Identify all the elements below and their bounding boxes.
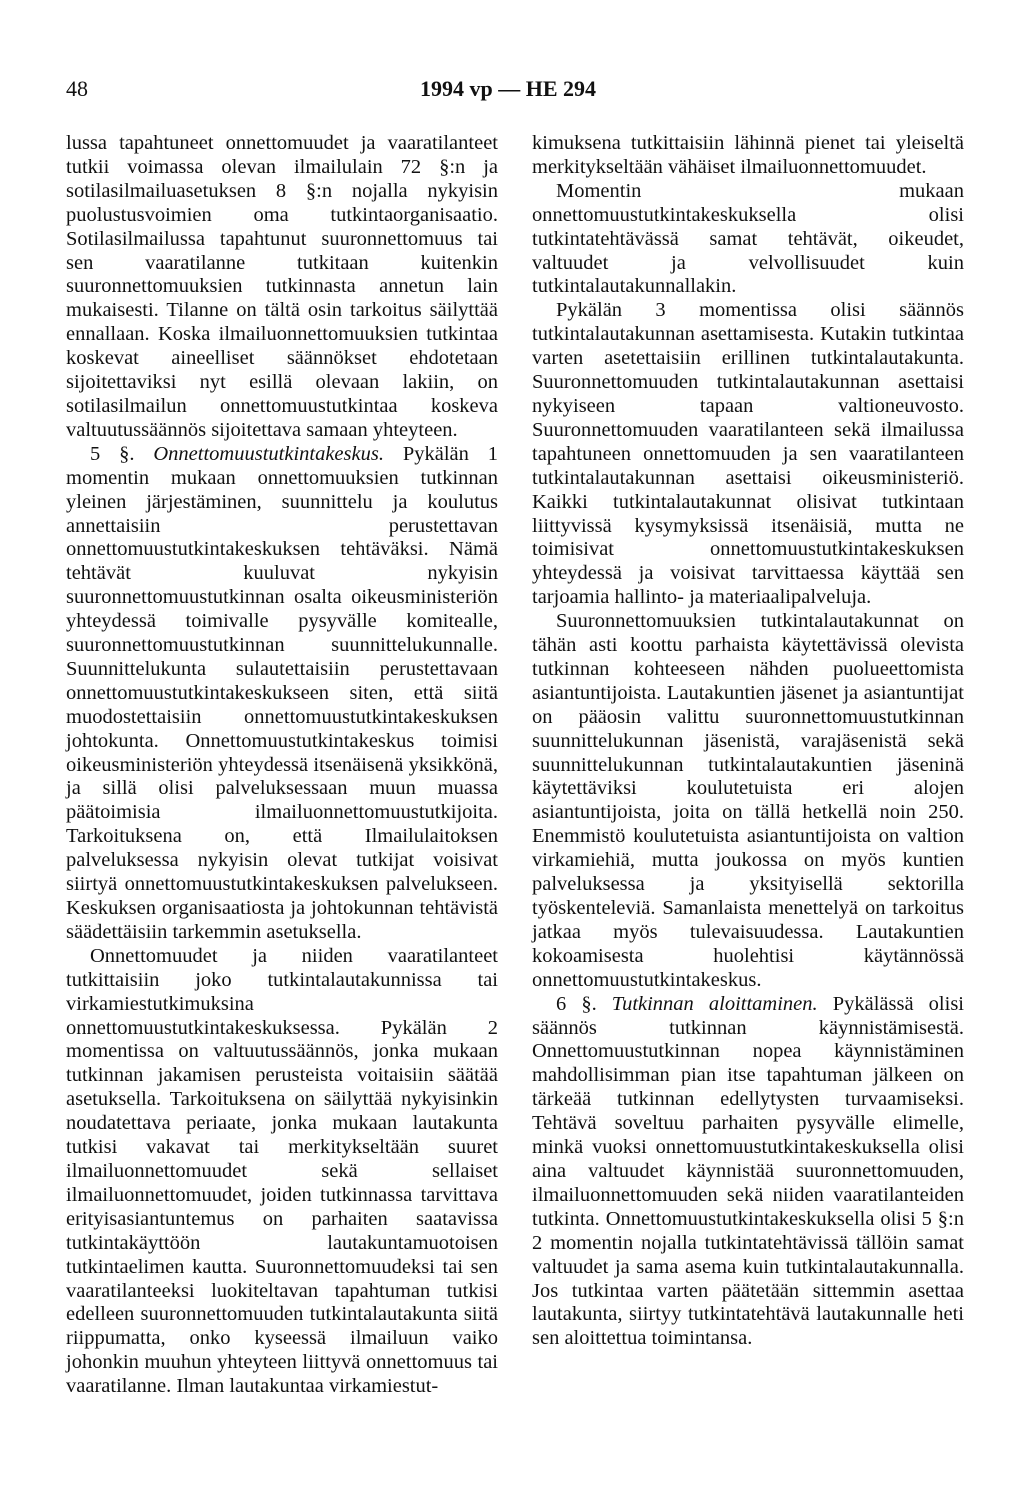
section-title: Tutkinnan aloittaminen.	[611, 992, 818, 1015]
paragraph: Momentin mukaan onnettomuustutkintakeskuksella olisi tutkintatehtävässä samat tehtävät, oikeudet, valtuudet ja velvollisuudet kuin tutkintalautakunnallakin.	[532, 179, 964, 298]
section-paragraph	[66, 443, 498, 945]
paragraph: Suuronnettomuuksien tutkintalautakunnat on tähän asti koottu parhaista käytettävissä olevista tutkinnan kohteeseen nähden puolueettomista asiantuntijoista. Lautakuntien jäsenet ja asiantuntijat on pääosin valittu suuronnettomuustutkinnan suunnittelukunnan jäsenistä, varajäsenistä sekä suunnittelukunnan tutkintalautakuntien jäseninä käytettäviksi koulutetuista eri alojen asiantuntijoista, joita on tällä hetkellä noin 250. Enemmistö koulutetuista asiantuntijoista on valtion virkamiehiä, mutta joukossa on myös kuntien palveluksessa ja yksityisellä sektorilla työskenteleviä. Samanlaista menettelyä on tarkoitus jatkaa myös tulevaisuudessa. Lautakuntien kokoamisesta huolehtisi käytännössä onnettomuustutkintakeskus.	[532, 610, 964, 991]
paragraph: Pykälän 3 momentissa olisi säännös tutkintalautakunnan asettamisesta. Kutakin tutkintaa varten asetettaisiin erillinen tutkintalautakunta. Suuronnettomuuden tutkintalautakunnan asettaisi nykyiseen tapaan valtioneuvosto. Suuronnettomuuden vaaratilanteen sekä ilmailussa tapahtuneen onnettomuuden ja sen vaaratilanteen tutkintalautakunnan asettaisi oikeusministeriö. Kaikki tutkintalautakunnat olisivat tutkintaan liittyvissä kysymyksissä itsenäisiä, mutta ne toimisivat onnettomuustutkintakeskuksen yhteydessä ja voisivat tarvittaessa käyttää sen tarjoamia hallinto- ja materiaalipalveluja.	[532, 299, 964, 609]
page-header	[66, 74, 950, 104]
paragraph: kimuksena tutkittaisiin lähinnä pienet tai yleiseltä merkitykseltään vähäiset ilmailuonnettomuudet.	[532, 132, 964, 178]
section-title: Onnettomuustutkintakeskus.	[153, 442, 384, 465]
right-column	[532, 132, 964, 1351]
section-paragraph	[532, 993, 964, 1352]
section-number: 5 §.	[90, 442, 154, 465]
section-text: Pykälän 1 momentin mukaan onnettomuuksien tutkinnan yleinen järjestäminen, suunnittelu ja koulutus annettaisiin perustettavan onnettomuustutkintakeskuksen tehtäväksi. Nämä tehtävät kuuluvat nykyisin suuronnettomuustutkinnan osalta oikeusministeriön yhteydessä toimivalle pysyvälle komitealle, suuronnettomuustutkinnan suunnittelukunnalle. Suunnittelukunta sulautettaisiin perustettavaan onnettomuustutkintakeskukseen siten, että siitä muodostettaisiin onnettomuustutkintakeskuksen johtokunta. Onnettomuustutkintakeskus toimisi oikeusministeriön yhteydessä itsenäisenä yksikkönä, ja sillä olisi palveluksessaan muun muassa päätoimisia ilmailuonnettomuustutkijoita. Tarkoituksena on, että Ilmailulaitoksen palveluksessa nykyisin olevat tutkijat voisivat siirtyä onnettomuustutkintakeskuksen palvelukseen. Keskuksen organisaatiosta ja johtokunnan tehtävistä säädettäisiin tarkemmin asetuksella.	[66, 442, 499, 943]
section-number: 6 §.	[556, 992, 612, 1015]
left-column	[66, 132, 498, 1399]
paragraph: lussa tapahtuneet onnettomuudet ja vaaratilanteet tutkii voimassa olevan ilmailulain 72 §:n ja sotilasilmailuasetuksen 8 §:n nojalla nykyisin puolustusvoimien oma tutkintaorganisaatio. Sotilasilmailussa tapahtunut suuronnettomuus tai sen vaaratilanne tutkitaan kuitenkin suuronnettomuuksien tutkinnasta annetun lain mukaisesti. Tilanne on tältä osin tarkoitus säilyttää ennallaan. Koska ilmailuonnettomuuksien tutkintaa koskevat aineelliset säännökset ehdotetaan sijoitettaviksi nyt esillä olevaan lakiin, on sotilasilmailun onnettomuustutkintaa koskeva valtuutussäännös sijoitettava samaan yhteyteen.	[66, 132, 498, 441]
running-head: 1994 vp — HE 294	[419, 76, 597, 101]
section-text: Pykälässä olisi säännös tutkinnan käynnistämisestä. Onnettomuustutkinnan nopea käynnistäminen mahdollisimman pian itse tapahtuman jälkeen on tärkeää tutkinnan edellytysten turvaamiseksi. Tehtävä soveltuu parhaiten pysyvälle elimelle, minkä vuoksi onnettomuustutkintakeskuksella olisi aina valtuudet käynnistää suuronnettomuuden, ilmailuonnettomuuden sekä niiden vaaratilanteiden tutkinta. Onnettomuustutkintakeskuksella olisi 5 §:n 2 momentin nojalla tutkintatehtävissä tällöin samat valtuudet ja sama asema kuin tutkintalautakunnalla. Jos tutkintaa varten päätetään sittemmin asettaa lautakunta, siirtyy tutkintatehtävä lautakunnalle heti sen aloittettua toimintansa.	[532, 992, 964, 1350]
page-number: 48	[66, 76, 88, 101]
paragraph: Onnettomuudet ja niiden vaaratilanteet tutkittaisiin joko tutkintalautakunnissa tai virkamiestutkimuksina onnettomuustutkintakeskuksessa. Pykälän 2 momentissa on valtuutussäännös, jonka mukaan tutkinnan jakamisen perusteista voitaisiin säätää asetuksella. Tarkoituksena on säilyttää nykyisinkin noudatettava periaate, jonka mukaan lautakunta tutkisi vakavat tai merkitykseltään suuret ilmailuonnettomuudet sekä sellaiset ilmailuonnettomuudet, joiden tutkinnassa tarvittava erityisasiantuntemus on parhaiten saatavissa tutkintakäyttöön lautakuntamuotoisen tutkintaelimen kautta. Suuronnettomuudeksi tai sen vaaratilanteeksi luokiteltavan tapahtuman tutkisi edelleen suuronnettomuuden tutkintalautakunta siitä riippumatta, onko kyseessä ilmailuun vaiko johonkin muuhun yhteyteen liittyvä onnettomuus tai vaaratilanne. Ilman lautakuntaa virkamiestut-	[66, 944, 498, 1398]
